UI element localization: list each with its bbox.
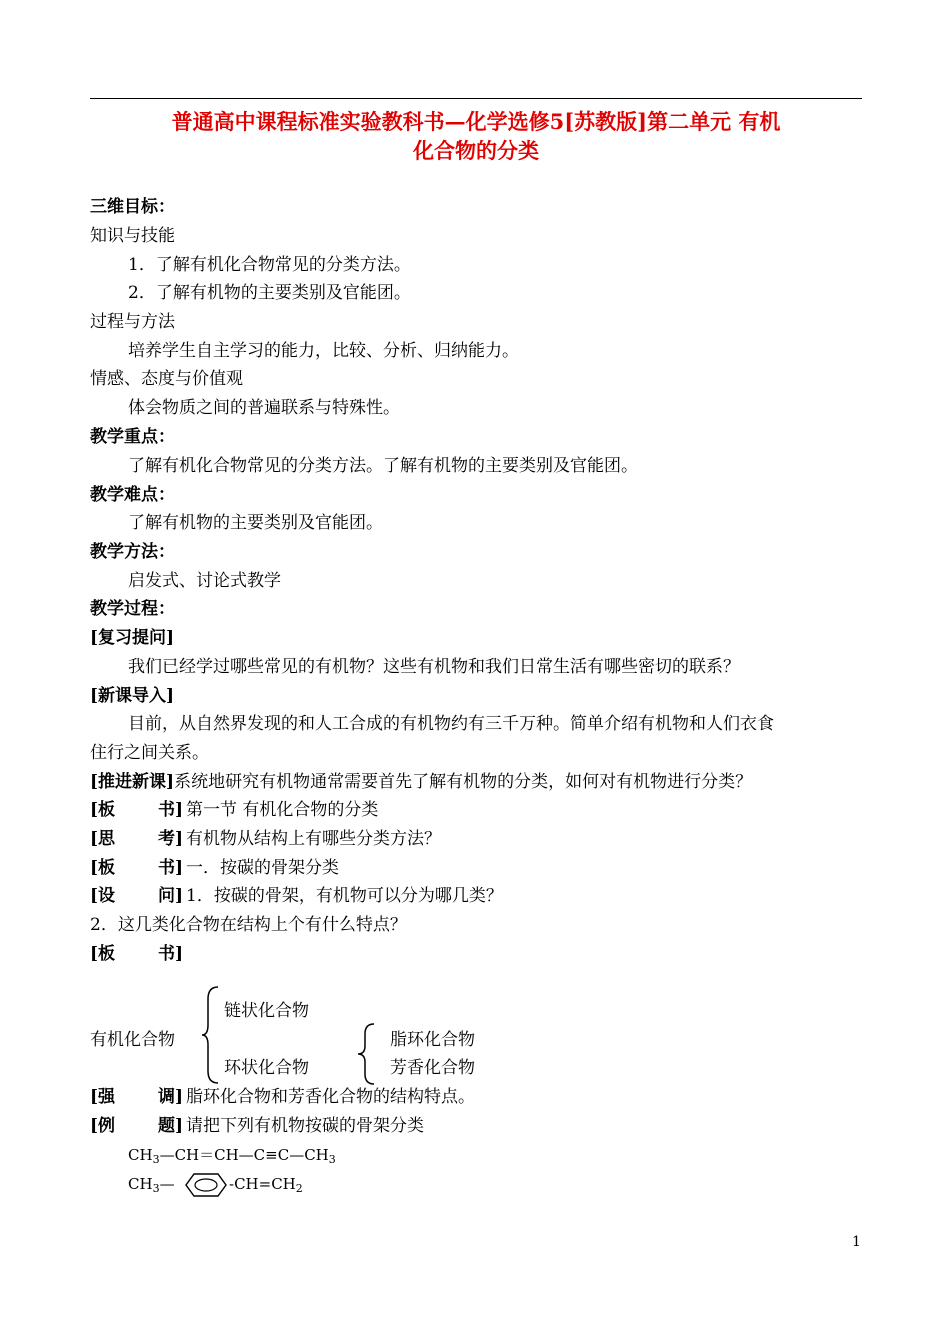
intro-tag: [新课导入] — [90, 686, 175, 706]
emotion-text: 体会物质之间的普遍联系与特殊性。 — [128, 398, 400, 418]
example-tag-close: 题] — [158, 1116, 184, 1136]
class-chain: 链状化合物 — [224, 1001, 309, 1021]
teaching-process-heading: 教学过程： — [90, 599, 175, 619]
emphasis-tag-close: 调] — [158, 1087, 184, 1107]
class-ring: 环状化合物 — [224, 1058, 309, 1078]
example-tag-open: [例 — [90, 1116, 116, 1136]
board2-tag-open: [板 — [90, 858, 116, 878]
think-text: 有机物从结构上有哪些分类方法？ — [186, 829, 441, 849]
method-text: 启发式、讨论式教学 — [128, 571, 281, 591]
knowledge-item-1: 1．了解有机化合物常见的分类方法。 — [128, 255, 411, 275]
knowledge-item-2: 2．了解有机物的主要类别及官能团。 — [128, 283, 411, 303]
difficulty-heading: 教学难点： — [90, 485, 175, 505]
advance-line — [90, 771, 752, 793]
formula-2: $CH_3—$ — [128, 1175, 175, 1195]
board1-text: 第一节 有机化合物的分类 — [186, 800, 379, 820]
header-rule — [90, 98, 862, 99]
ask-tag-open: [设 — [90, 886, 116, 906]
ask-text-2: 2．这几类化合物在结构上个有什么特点？ — [90, 915, 407, 935]
formula-2-substituent: $-CH=CH_2$ — [229, 1175, 303, 1195]
class-alicyclic: 脂环化合物 — [390, 1030, 475, 1050]
review-text: 我们已经学过哪些常见的有机物？这些有机物和我们日常生活有哪些密切的联系？ — [128, 657, 740, 677]
formula-1: $CH_3—CH=CH—C\equiv C—CH_3$ — [128, 1146, 336, 1166]
knowledge-heading: 知识与技能 — [90, 226, 175, 246]
emphasis-tag-open: [强 — [90, 1087, 116, 1107]
review-tag: [复习提问] — [90, 628, 175, 648]
advance-text: 系统地研究有机物通常需要首先了解有机物的分类，如何对有机物进行分类？ — [174, 772, 753, 792]
process-heading: 过程与方法 — [90, 312, 175, 332]
board2-tag-close: 书] — [158, 858, 184, 878]
document-title-line1: 普通高中课程标准实验教科书—化学选修5[苏教版]第二单元 有机 — [171, 109, 781, 134]
think-tag-close: 考] — [158, 829, 184, 849]
example-text: 请把下列有机物按碳的骨架分类 — [186, 1116, 424, 1136]
key-points-heading: 教学重点： — [90, 427, 175, 447]
board3-tag-open: [板 — [90, 944, 116, 964]
document-title-line2: 化合物的分类 — [413, 138, 539, 163]
key-points-text: 了解有机化合物常见的分类方法。了解有机物的主要类别及官能团。 — [128, 456, 638, 476]
page-number: 1 — [852, 1234, 861, 1250]
emphasis-text: 脂环化合物和芳香化合物的结构特点。 — [186, 1087, 475, 1107]
board2-text: 一．按碳的骨架分类 — [186, 858, 339, 878]
process-text: 培养学生自主学习的能力，比较、分析、归纳能力。 — [128, 341, 519, 361]
goals-heading: 三维目标： — [90, 197, 175, 217]
ask-tag-close: 问] — [158, 886, 184, 906]
emotion-heading: 情感、态度与价值观 — [90, 369, 243, 389]
left-brace-icon — [200, 985, 222, 1085]
class-root: 有机化合物 — [90, 1030, 175, 1050]
board3-tag-close: 书] — [158, 944, 184, 964]
ask-text: 1．按碳的骨架，有机物可以分为哪几类？ — [186, 886, 503, 906]
board1-tag-close: 书] — [158, 800, 184, 820]
method-heading: 教学方法： — [90, 542, 175, 562]
class-aromatic: 芳香化合物 — [390, 1058, 475, 1078]
right-brace-icon — [356, 1022, 378, 1086]
board1-tag-open: [板 — [90, 800, 116, 820]
difficulty-text: 了解有机物的主要类别及官能团。 — [128, 513, 383, 533]
benzene-ring-icon — [184, 1172, 228, 1198]
intro-text-2: 住行之间关系。 — [90, 743, 209, 763]
advance-tag: [推进新课] — [90, 772, 175, 792]
think-tag-open: [思 — [90, 829, 116, 849]
intro-text-1: 目前，从自然界发现的和人工合成的有机物约有三千万种。简单介绍有机物和人们衣食 — [128, 714, 774, 734]
